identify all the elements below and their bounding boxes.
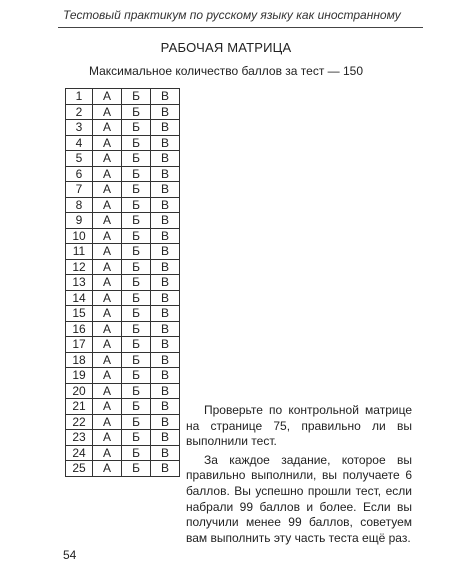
- row-number-cell: 19: [66, 368, 93, 384]
- instructions-paragraph-2: За каждое задание, которое вы правильно выполнили, вы получаете 6 баллов. Вы успешно прошли тест, если набрали 99 баллов и более. Если вы получили менее 99 баллов, советуем вам выполнить эту часть теста ещё раз.: [186, 452, 412, 545]
- table-row: [66, 259, 180, 275]
- option-v-cell: В: [151, 399, 180, 415]
- row-number-cell: 11: [66, 244, 93, 260]
- table-row: [66, 399, 180, 415]
- option-v-cell: В: [151, 337, 180, 353]
- table-row: [66, 197, 180, 213]
- option-a-cell: А: [93, 368, 122, 384]
- option-v-cell: В: [151, 104, 180, 120]
- row-number-cell: 12: [66, 259, 93, 275]
- option-a-cell: А: [93, 104, 122, 120]
- row-number-cell: 10: [66, 228, 93, 244]
- option-b-cell: Б: [122, 399, 151, 415]
- option-a-cell: А: [93, 430, 122, 446]
- option-b-cell: Б: [122, 89, 151, 105]
- option-a-cell: А: [93, 399, 122, 415]
- option-a-cell: А: [93, 259, 122, 275]
- option-v-cell: В: [151, 182, 180, 198]
- table-row: [66, 368, 180, 384]
- option-a-cell: А: [93, 275, 122, 291]
- running-header: Тестовый практикум по русскому языку как иностранному: [63, 8, 401, 22]
- option-v-cell: В: [151, 166, 180, 182]
- row-number-cell: 18: [66, 352, 93, 368]
- option-b-cell: Б: [122, 352, 151, 368]
- option-a-cell: А: [93, 414, 122, 430]
- row-number-cell: 14: [66, 290, 93, 306]
- row-number-cell: 17: [66, 337, 93, 353]
- row-number-cell: 25: [66, 461, 93, 477]
- option-v-cell: В: [151, 290, 180, 306]
- table-row: [66, 182, 180, 198]
- table-row: [66, 383, 180, 399]
- option-v-cell: В: [151, 430, 180, 446]
- option-v-cell: В: [151, 228, 180, 244]
- option-v-cell: В: [151, 197, 180, 213]
- option-a-cell: А: [93, 383, 122, 399]
- row-number-cell: 3: [66, 120, 93, 136]
- option-b-cell: Б: [122, 104, 151, 120]
- table-row: [66, 213, 180, 229]
- option-b-cell: Б: [122, 213, 151, 229]
- table-row: [66, 228, 180, 244]
- header-divider: [58, 27, 423, 28]
- option-v-cell: В: [151, 275, 180, 291]
- option-b-cell: Б: [122, 321, 151, 337]
- option-a-cell: А: [93, 290, 122, 306]
- option-a-cell: А: [93, 135, 122, 151]
- option-v-cell: В: [151, 445, 180, 461]
- page-number: 54: [63, 548, 77, 562]
- table-row: [66, 104, 180, 120]
- option-b-cell: Б: [122, 182, 151, 198]
- row-number-cell: 1: [66, 89, 93, 105]
- row-number-cell: 15: [66, 306, 93, 322]
- table-row: [66, 290, 180, 306]
- table-row: [66, 430, 180, 446]
- option-a-cell: А: [93, 166, 122, 182]
- option-b-cell: Б: [122, 275, 151, 291]
- option-v-cell: В: [151, 259, 180, 275]
- option-v-cell: В: [151, 244, 180, 260]
- row-number-cell: 16: [66, 321, 93, 337]
- option-b-cell: Б: [122, 135, 151, 151]
- option-v-cell: В: [151, 151, 180, 167]
- row-number-cell: 4: [66, 135, 93, 151]
- option-a-cell: А: [93, 445, 122, 461]
- option-v-cell: В: [151, 213, 180, 229]
- row-number-cell: 23: [66, 430, 93, 446]
- option-a-cell: А: [93, 337, 122, 353]
- option-a-cell: А: [93, 89, 122, 105]
- table-row: [66, 151, 180, 167]
- row-number-cell: 20: [66, 383, 93, 399]
- table-row: [66, 89, 180, 105]
- option-v-cell: В: [151, 89, 180, 105]
- option-a-cell: А: [93, 461, 122, 477]
- table-row: [66, 321, 180, 337]
- option-v-cell: В: [151, 135, 180, 151]
- row-number-cell: 5: [66, 151, 93, 167]
- option-b-cell: Б: [122, 461, 151, 477]
- row-number-cell: 22: [66, 414, 93, 430]
- table-row: [66, 135, 180, 151]
- option-b-cell: Б: [122, 290, 151, 306]
- row-number-cell: 21: [66, 399, 93, 415]
- option-b-cell: Б: [122, 151, 151, 167]
- row-number-cell: 13: [66, 275, 93, 291]
- row-number-cell: 24: [66, 445, 93, 461]
- option-v-cell: В: [151, 306, 180, 322]
- option-a-cell: А: [93, 120, 122, 136]
- option-a-cell: А: [93, 197, 122, 213]
- option-b-cell: Б: [122, 414, 151, 430]
- option-v-cell: В: [151, 368, 180, 384]
- table-row: [66, 445, 180, 461]
- option-v-cell: В: [151, 321, 180, 337]
- answer-matrix: [65, 88, 180, 477]
- option-b-cell: Б: [122, 259, 151, 275]
- instructions-paragraph-1: Проверьте по контрольной матрице на странице 75, правильно ли вы выполнили тест.: [186, 403, 412, 449]
- option-b-cell: Б: [122, 120, 151, 136]
- option-v-cell: В: [151, 120, 180, 136]
- option-v-cell: В: [151, 461, 180, 477]
- option-a-cell: А: [93, 321, 122, 337]
- row-number-cell: 2: [66, 104, 93, 120]
- option-b-cell: Б: [122, 383, 151, 399]
- option-v-cell: В: [151, 414, 180, 430]
- option-b-cell: Б: [122, 306, 151, 322]
- option-b-cell: Б: [122, 166, 151, 182]
- option-v-cell: В: [151, 352, 180, 368]
- row-number-cell: 7: [66, 182, 93, 198]
- table-row: [66, 337, 180, 353]
- option-b-cell: Б: [122, 244, 151, 260]
- table-row: [66, 414, 180, 430]
- option-a-cell: А: [93, 213, 122, 229]
- option-b-cell: Б: [122, 445, 151, 461]
- option-a-cell: А: [93, 228, 122, 244]
- option-a-cell: А: [93, 151, 122, 167]
- table-row: [66, 166, 180, 182]
- option-a-cell: А: [93, 182, 122, 198]
- page-title: РАБОЧАЯ МАТРИЦА: [160, 40, 292, 55]
- option-a-cell: А: [93, 352, 122, 368]
- option-v-cell: В: [151, 383, 180, 399]
- table-row: [66, 244, 180, 260]
- row-number-cell: 9: [66, 213, 93, 229]
- row-number-cell: 6: [66, 166, 93, 182]
- table-row: [66, 120, 180, 136]
- table-row: [66, 275, 180, 291]
- table-row: [66, 352, 180, 368]
- instructions: [186, 403, 412, 549]
- table-row: [66, 461, 180, 477]
- option-a-cell: А: [93, 306, 122, 322]
- row-number-cell: 8: [66, 197, 93, 213]
- option-b-cell: Б: [122, 368, 151, 384]
- option-b-cell: Б: [122, 228, 151, 244]
- page-subtitle: Максимальное количество баллов за тест — 150: [88, 64, 364, 78]
- option-a-cell: А: [93, 244, 122, 260]
- option-b-cell: Б: [122, 197, 151, 213]
- table-row: [66, 306, 180, 322]
- option-b-cell: Б: [122, 337, 151, 353]
- option-b-cell: Б: [122, 430, 151, 446]
